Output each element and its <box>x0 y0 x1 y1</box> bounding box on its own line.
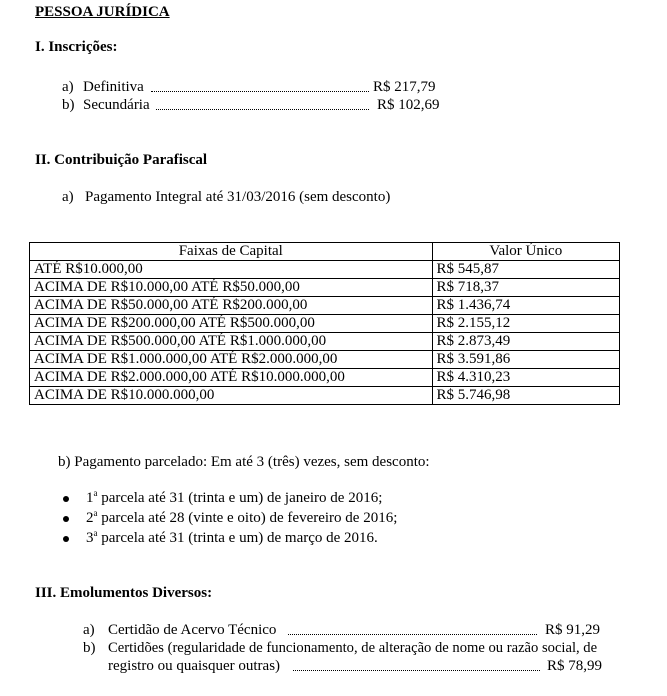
column-header: Faixas de Capital <box>30 243 433 261</box>
table-row <box>30 261 620 279</box>
parcela-text: 3$^a$ parcela até 31 (trinta e um) de março de 2016. <box>86 528 378 546</box>
section-heading-inscricoes: I. Inscrições: <box>35 39 118 55</box>
table-cell: R$ 545,87 <box>432 261 619 279</box>
table-row <box>30 279 620 297</box>
item-label: Certidão de Acervo Técnico <box>108 622 277 638</box>
table-cell: R$ 4.310,23 <box>432 369 619 387</box>
table-cell: ACIMA DE R$10.000.000,00 <box>30 387 433 405</box>
table-row <box>30 297 620 315</box>
table-cell: ACIMA DE R$2.000.000,00 ATÉ R$10.000.000,00 <box>30 369 433 387</box>
section-heading-emolumentos: III. Emolumentos Diversos: <box>35 585 213 601</box>
table-row <box>30 387 620 405</box>
table-row <box>30 369 620 387</box>
dot-leader <box>288 634 537 635</box>
table-cell: R$ 3.591,86 <box>432 351 619 369</box>
parcela-text: 1$^a$ parcela até 31 (trinta e um) de janeiro de 2016; <box>86 488 383 506</box>
dot-leader <box>293 670 540 671</box>
item-label: Secundária <box>83 97 150 113</box>
dot-leader <box>151 91 369 92</box>
table-cell: ACIMA DE R$500.000,00 ATÉ R$1.000.000,00 <box>30 333 433 351</box>
table-row <box>30 315 620 333</box>
table-cell: R$ 718,37 <box>432 279 619 297</box>
capital-table <box>29 242 620 405</box>
item-label-line2: registro ou quaisquer outras) <box>108 658 281 674</box>
bullet-icon <box>63 496 69 502</box>
item-marker: a) <box>62 189 74 205</box>
item-marker: a) <box>83 622 95 638</box>
table-cell: R$ 1.436,74 <box>432 297 619 315</box>
table-cell: ACIMA DE R$1.000.000,00 ATÉ R$2.000.000,00 <box>30 351 433 369</box>
table-row <box>30 333 620 351</box>
table-header-row <box>30 243 620 261</box>
payment-parcelado-text: b) Pagamento parcelado: Em até 3 (três) vezes, sem desconto: <box>58 454 430 470</box>
item-value: R$ 217,79 <box>373 79 436 95</box>
item-value: R$ 102,69 <box>377 97 440 113</box>
table-cell: R$ 2.873,49 <box>432 333 619 351</box>
bullet-icon <box>63 516 69 522</box>
item-marker: b) <box>62 97 75 113</box>
table-cell: ACIMA DE R$50.000,00 ATÉ R$200.000,00 <box>30 297 433 315</box>
parcela-text: 2$^a$ parcela até 28 (vinte e oito) de fevereiro de 2016; <box>86 508 398 526</box>
table-cell: ATÉ R$10.000,00 <box>30 261 433 279</box>
item-label-line1: Certidões (regularidade de funcionamento, de alteração de nome ou razão social, de <box>108 640 598 656</box>
table-cell: R$ 2.155,12 <box>432 315 619 333</box>
column-header: Valor Único <box>432 243 619 261</box>
table-cell: ACIMA DE R$200.000,00 ATÉ R$500.000,00 <box>30 315 433 333</box>
item-marker: b) <box>83 640 96 656</box>
item-label: Definitiva <box>83 79 144 95</box>
table-row <box>30 351 620 369</box>
section-heading-contribuicao: II. Contribuição Parafiscal <box>35 152 208 168</box>
item-value: R$ 91,29 <box>545 622 601 638</box>
item-marker: a) <box>62 79 74 95</box>
bullet-icon <box>63 536 69 542</box>
dot-leader <box>156 109 369 110</box>
table-cell: R$ 5.746,98 <box>432 387 619 405</box>
item-value: R$ 78,99 <box>547 658 603 674</box>
payment-integral-text: Pagamento Integral até 31/03/2016 (sem desconto) <box>85 189 391 205</box>
table-cell: ACIMA DE R$10.000,00 ATÉ R$50.000,00 <box>30 279 433 297</box>
page-title: PESSOA JURÍDICA <box>35 4 170 20</box>
